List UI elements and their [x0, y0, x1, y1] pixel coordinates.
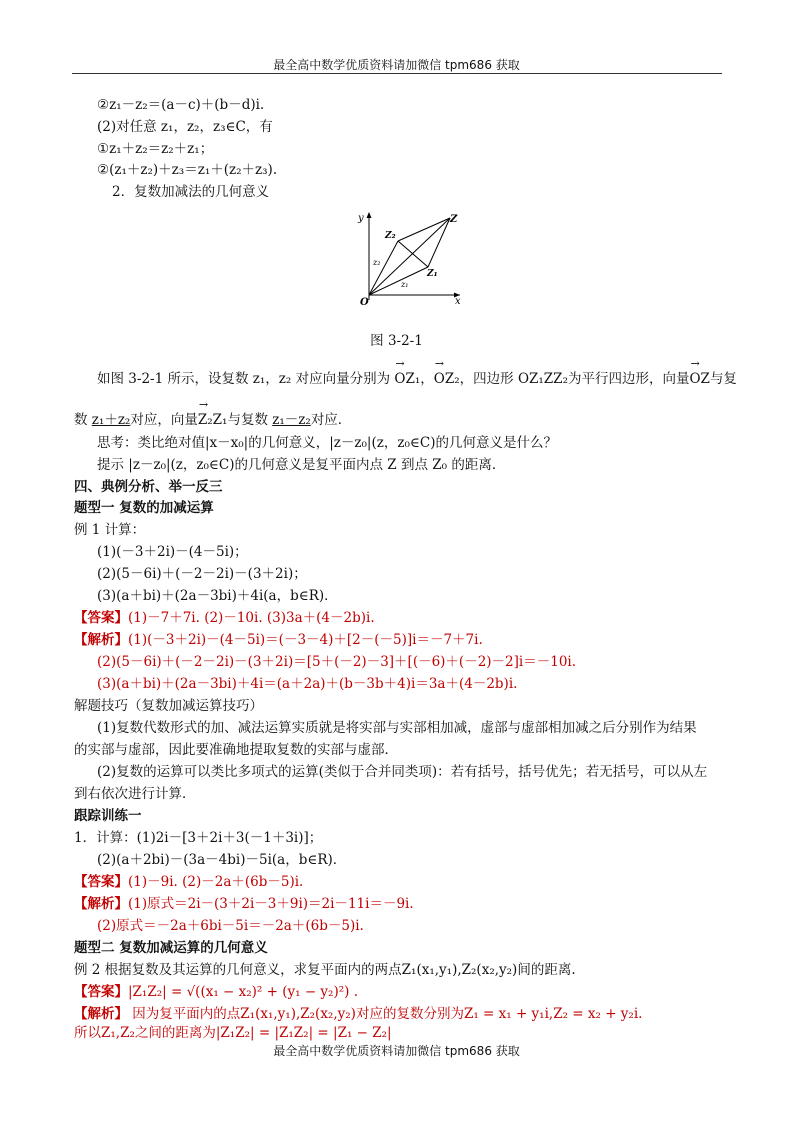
answer-1-text: (1)－7＋7i. (2)－10i. (3)3a＋(4－2b)i.: [128, 610, 375, 626]
tip-2-line-2: 到右依次进行计算．: [74, 786, 196, 802]
p1-text-d: 与复: [709, 371, 737, 387]
section-heading-geometry: 2．复数加减法的几何意义: [112, 184, 270, 200]
solution-1-line-3: (3)(a＋bi)＋(2a－3bi)＋4i＝(a＋2a)＋(b－3b＋4)i＝3a＋(4－2b)i.: [97, 676, 518, 692]
example-1-item-2: (2)(5－6i)＋(－2－2i)－(3＋2i)；: [97, 566, 307, 582]
hint-answer: 提示 |z－z₀|(z，z₀∈C)的几何意义是复平面内点 Z 到点 Z₀ 的距离．: [97, 457, 506, 473]
tip-1-line-1: (1)复数代数形式的加、减法运算实质就是将实部与实部相加减，虚部与虚部相加减之后分别作为结果: [97, 720, 697, 736]
type-one-heading: 题型一 复数的加减运算: [74, 500, 214, 516]
y-axis-label: y: [358, 213, 364, 224]
page-footer: 最全高中数学优质资料请加微信 tpm686 获取: [273, 1044, 520, 1058]
vector-oz1: → OZ₁: [394, 369, 420, 389]
diff-z1-z2: z₁－z₂: [272, 412, 311, 428]
think-question: 思考：类比绝对值|x－x₀|的几何意义，|z－z₀|(z，z₀∈C)的几何意义是什么？: [97, 435, 557, 451]
paragraph-geometry-line1: [97, 369, 737, 389]
solution-1-line-2: (2)(5－6i)＋(－2－2i)－(3＋2i)＝[5＋(－2)－3]＋[(－6)＋(－2)－2]i＝－10i.: [97, 654, 577, 670]
answer-3-text: |Z₁Z₂| = √((x₁ − x₂)² + (y₁ − y₂)²) .: [128, 984, 358, 1000]
example-1-title: 例 1 计算：: [74, 522, 146, 538]
vector-z2z1: → Z₂Z₁: [198, 410, 228, 430]
section-four-heading: 四、典例分析、举一反三: [74, 479, 223, 495]
tip-2-line-1: (2)复数的运算可以类比多项式的运算(类似于合并同类项)：若有括号，括号优先；若无括号，可以从左: [97, 764, 708, 780]
solution-tag: 【解析】: [74, 1006, 128, 1022]
solution-tag: 【解析】: [74, 632, 128, 648]
p1-text-c: ，四边形 OZ₁ZZ₂为平行四边形，向量: [459, 371, 690, 387]
point-z1-label: Z₁: [427, 269, 438, 279]
page-header: 最全高中数学优质资料请加微信 tpm686 获取: [273, 58, 520, 72]
header-rule: [72, 73, 722, 74]
figure-caption: 图 3-2-1: [370, 333, 423, 349]
answer-tag: 【答案】: [74, 984, 128, 1000]
vector-oz2: → OZ₂: [434, 369, 460, 389]
example-1-item-1: (1)(－3＋2i)－(4－5i)；: [97, 544, 248, 560]
sum-z1-z2: z₁＋z₂: [91, 412, 131, 428]
p1-text-b: ，: [420, 371, 434, 387]
solution-2-line-2: (2)原式＝－2a＋6bi－5i＝－2a＋(6b－5)i.: [97, 918, 364, 934]
tracking-item-2: (2)(a＋2bi)－(3a－4bi)－5i(a，b∈R)．: [97, 852, 347, 868]
solution-1-line-1: [74, 630, 483, 650]
solution-2-text-1: (1)原式＝2i－(3＋2i－3＋9i)＝2i－11i＝－9i.: [128, 896, 414, 912]
p1-text-a: 如图 3-2-1 所示，设复数 z₁，z₂ 对应向量分别为: [97, 371, 395, 387]
answer-1: [74, 608, 375, 628]
vector-oz: → OZ: [689, 369, 709, 389]
p2-text-b: 对应，向量: [130, 412, 198, 428]
tip-1-line-2: 的实部与虚部，因此要准确地提取复数的实部与虚部．: [74, 742, 398, 758]
solution-1-text-1: (1)(－3＋2i)－(4－5i)＝(－3－4)＋[2－(－5)]i＝－7＋7i.: [128, 632, 483, 648]
line-commutative: ①z₁＋z₂＝z₂＋z₁；: [97, 141, 214, 157]
line-for-any: (2)对任意 z₁，z₂，z₃∈C，有: [97, 119, 273, 135]
type-two-heading: 题型二 复数加减运算的几何意义: [74, 940, 268, 956]
p2-text-a: 数: [74, 412, 92, 428]
paragraph-geometry-line2: [74, 410, 351, 430]
solution-3-line-1: [74, 1004, 642, 1024]
x-axis-label: x: [455, 296, 461, 307]
point-z-label: Z: [450, 214, 458, 225]
solution-2-line-1: [74, 894, 414, 914]
answer-3: [74, 982, 358, 1002]
parallelogram-figure: [355, 205, 467, 307]
tracking-exercise-heading: 跟踪训练一: [74, 808, 142, 824]
solution-3-text: 因为复平面内的点Z₁(x₁,y₁),Z₂(x₂,y₂)对应的复数分别为Z₁ = x₁ + y₁i,Z₂ = x₂ + y₂i.: [128, 1006, 643, 1022]
p2-text-d: 对应．: [310, 412, 352, 428]
origin-label: O: [360, 297, 369, 307]
answer-2-text: (1)－9i. (2)－2a＋(6b－5)i.: [128, 874, 304, 890]
line-z1-minus-z2: ②z₁－z₂＝(a－c)＋(b－d)i.: [97, 97, 265, 113]
tips-heading: 解题技巧（复数加减运算技巧）: [74, 698, 263, 714]
vector-z2-label: z₂: [373, 258, 381, 267]
example-1-item-3: (3)(a＋bi)＋(2a－3bi)＋4i(a，b∈R)．: [97, 588, 338, 604]
point-z2-label: Z₂: [385, 231, 396, 241]
solution-3-line-2: 所以Z₁,Z₂之间的距离为|Z₁Z₂| = |Z₁Z₂| = |Z₁ − Z₂|: [74, 1025, 392, 1041]
example-2-title: 例 2 根据复数及其运算的几何意义，求复平面内的两点Z₁(x₁,y₁),Z₂(x₂,y₂)间的距离.: [74, 962, 576, 978]
p2-text-c: 与复数: [227, 412, 273, 428]
answer-tag: 【答案】: [74, 610, 128, 626]
tracking-item-1: 1．计算：(1)2i－[3＋2i＋3(－1＋3i)]；: [74, 830, 323, 846]
line-associative: ②(z₁＋z₂)＋z₃＝z₁＋(z₂＋z₃).: [97, 162, 278, 178]
solution-tag: 【解析】: [74, 896, 128, 912]
vector-z1-label: z₁: [401, 280, 409, 289]
answer-2: [74, 872, 303, 892]
answer-tag: 【答案】: [74, 874, 128, 890]
